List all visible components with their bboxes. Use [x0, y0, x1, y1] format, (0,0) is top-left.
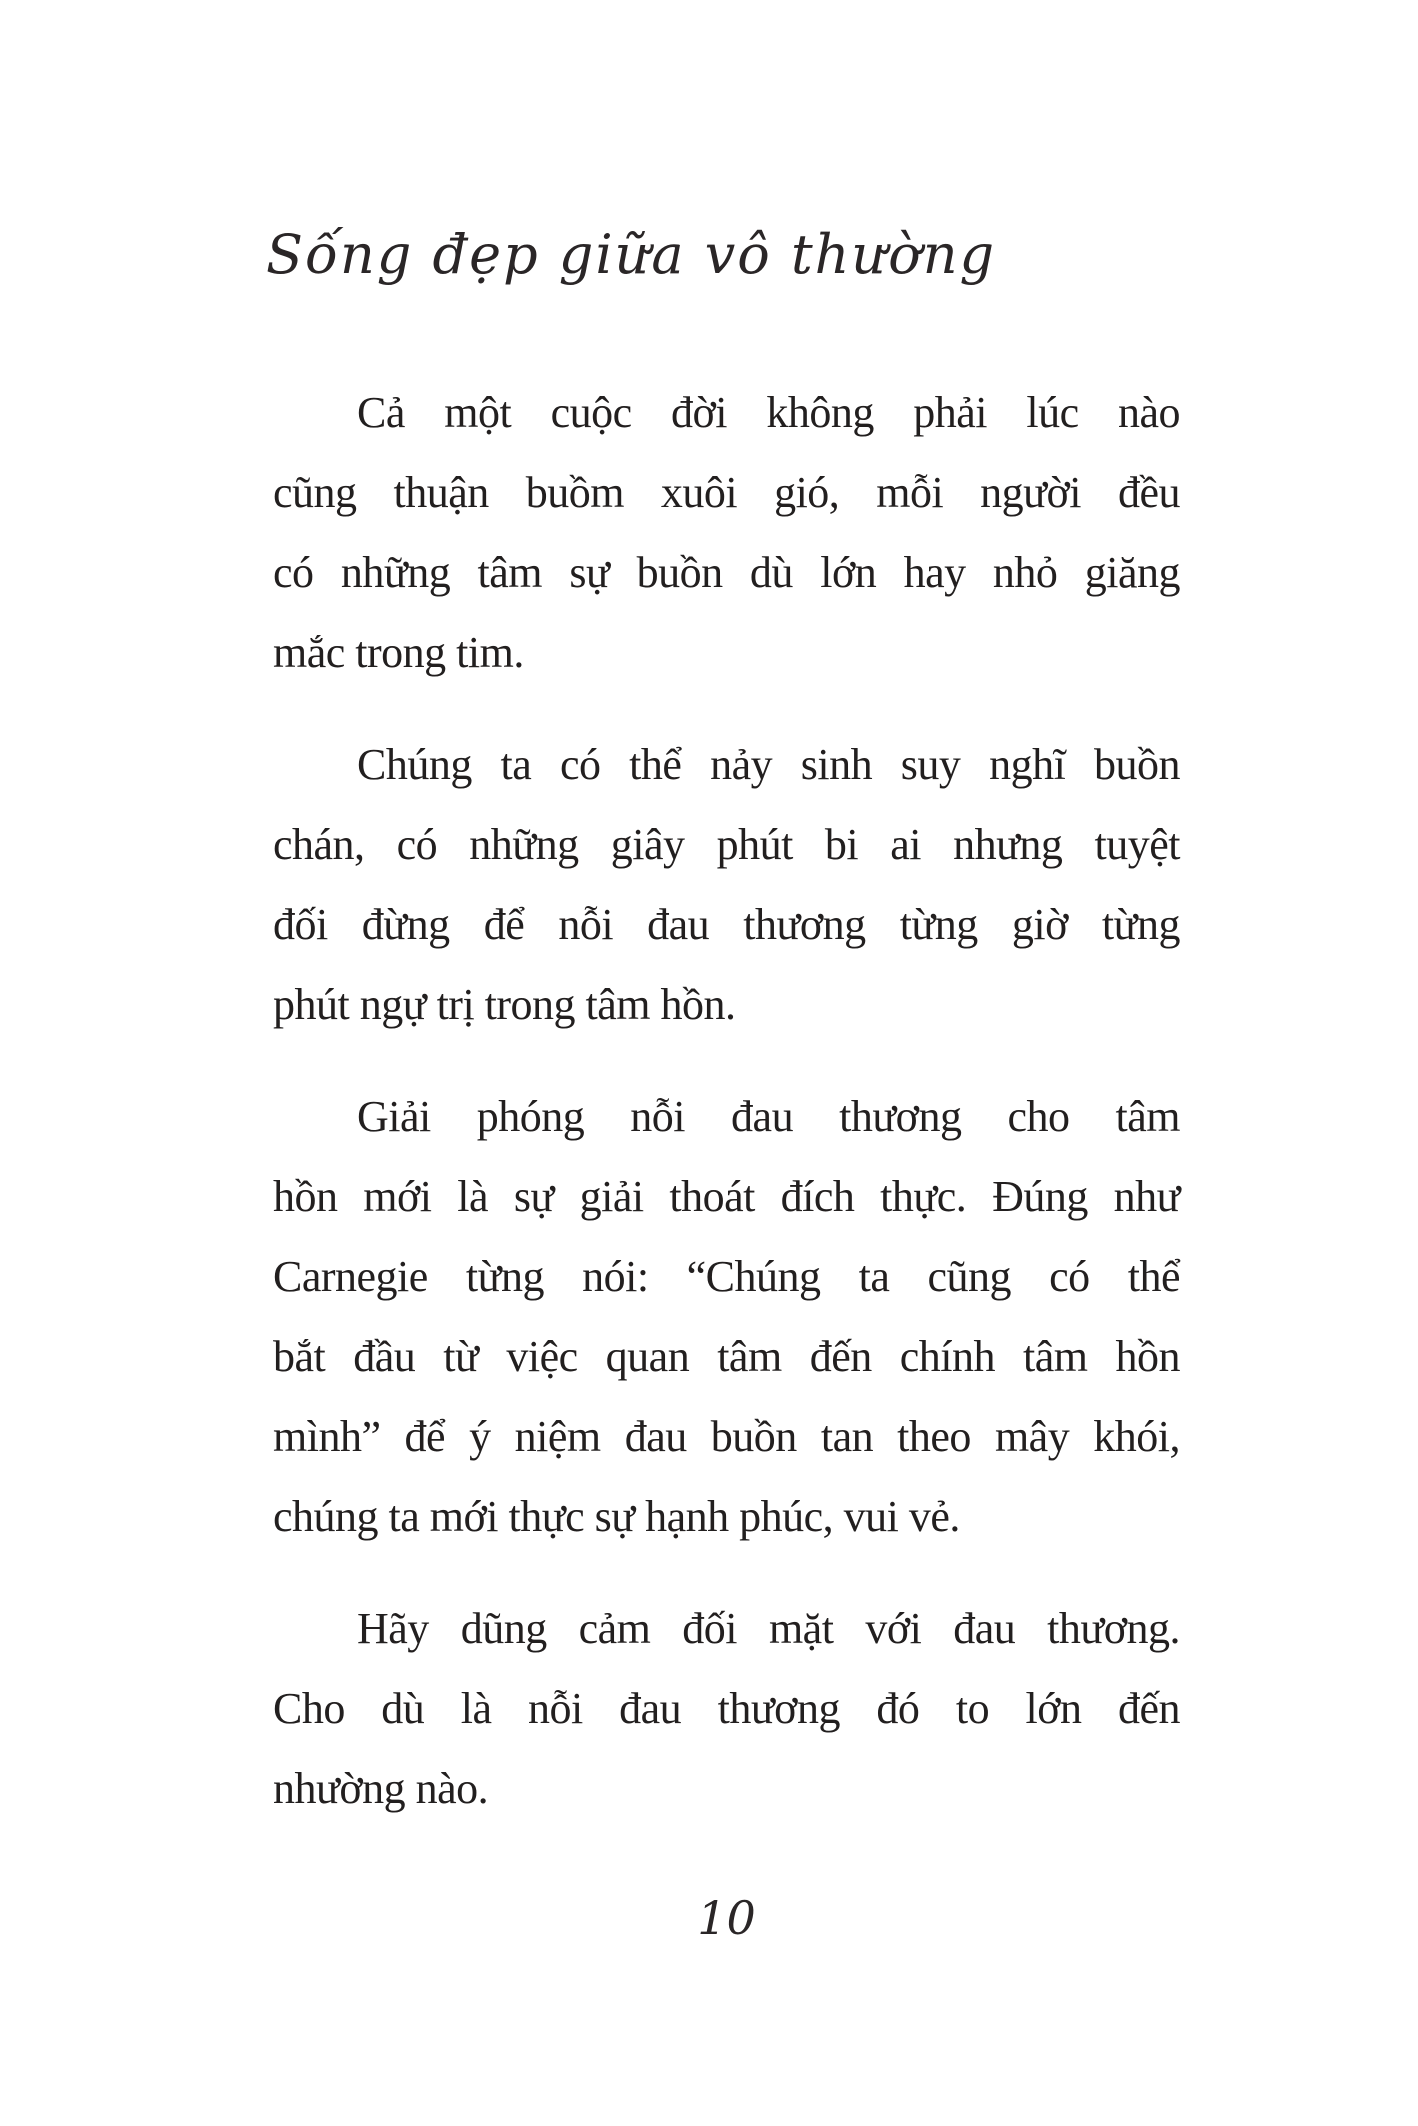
- text-line: Cả một cuộc đời không phải lúc nào: [357, 388, 1180, 437]
- text-line: hồn mới là sự giải thoát đích thực. Đúng như: [273, 1172, 1180, 1221]
- text-line: có những tâm sự buồn dù lớn hay nhỏ giăng: [273, 548, 1180, 597]
- text-line: cũng thuận buồm xuôi gió, mỗi người đều: [273, 468, 1180, 517]
- text-line: chúng ta mới thực sự hạnh phúc, vui vẻ.: [273, 1492, 960, 1541]
- paragraph: [273, 373, 1180, 693]
- text-line: mắc trong tim.: [273, 628, 524, 677]
- paragraph: [273, 725, 1180, 1045]
- text-line: phút ngự trị trong tâm hồn.: [273, 980, 736, 1029]
- body-text: [273, 373, 1180, 1861]
- text-line: Giải phóng nỗi đau thương cho tâm: [357, 1092, 1180, 1141]
- text-line: nhường nào.: [273, 1764, 489, 1813]
- page-number: 10: [697, 1891, 756, 1945]
- text-line: chán, có những giây phút bi ai nhưng tuyệt: [273, 820, 1180, 869]
- text-line: bắt đầu từ việc quan tâm đến chính tâm hồn: [273, 1332, 1180, 1381]
- running-header: Sống đẹp giữa vô thường: [266, 223, 997, 286]
- text-line: Hãy dũng cảm đối mặt với đau thương.: [357, 1604, 1180, 1653]
- text-line: mình” để ý niệm đau buồn tan theo mây khói,: [273, 1412, 1180, 1461]
- text-line: Chúng ta có thể nảy sinh suy nghĩ buồn: [357, 740, 1180, 789]
- paragraph: [273, 1589, 1180, 1829]
- paragraph: [273, 1077, 1180, 1557]
- text-line: Carnegie từng nói: “Chúng ta cũng có thể: [273, 1252, 1180, 1301]
- text-line: Cho dù là nỗi đau thương đó to lớn đến: [273, 1684, 1180, 1733]
- text-line: đối đừng để nỗi đau thương từng giờ từng: [273, 900, 1180, 949]
